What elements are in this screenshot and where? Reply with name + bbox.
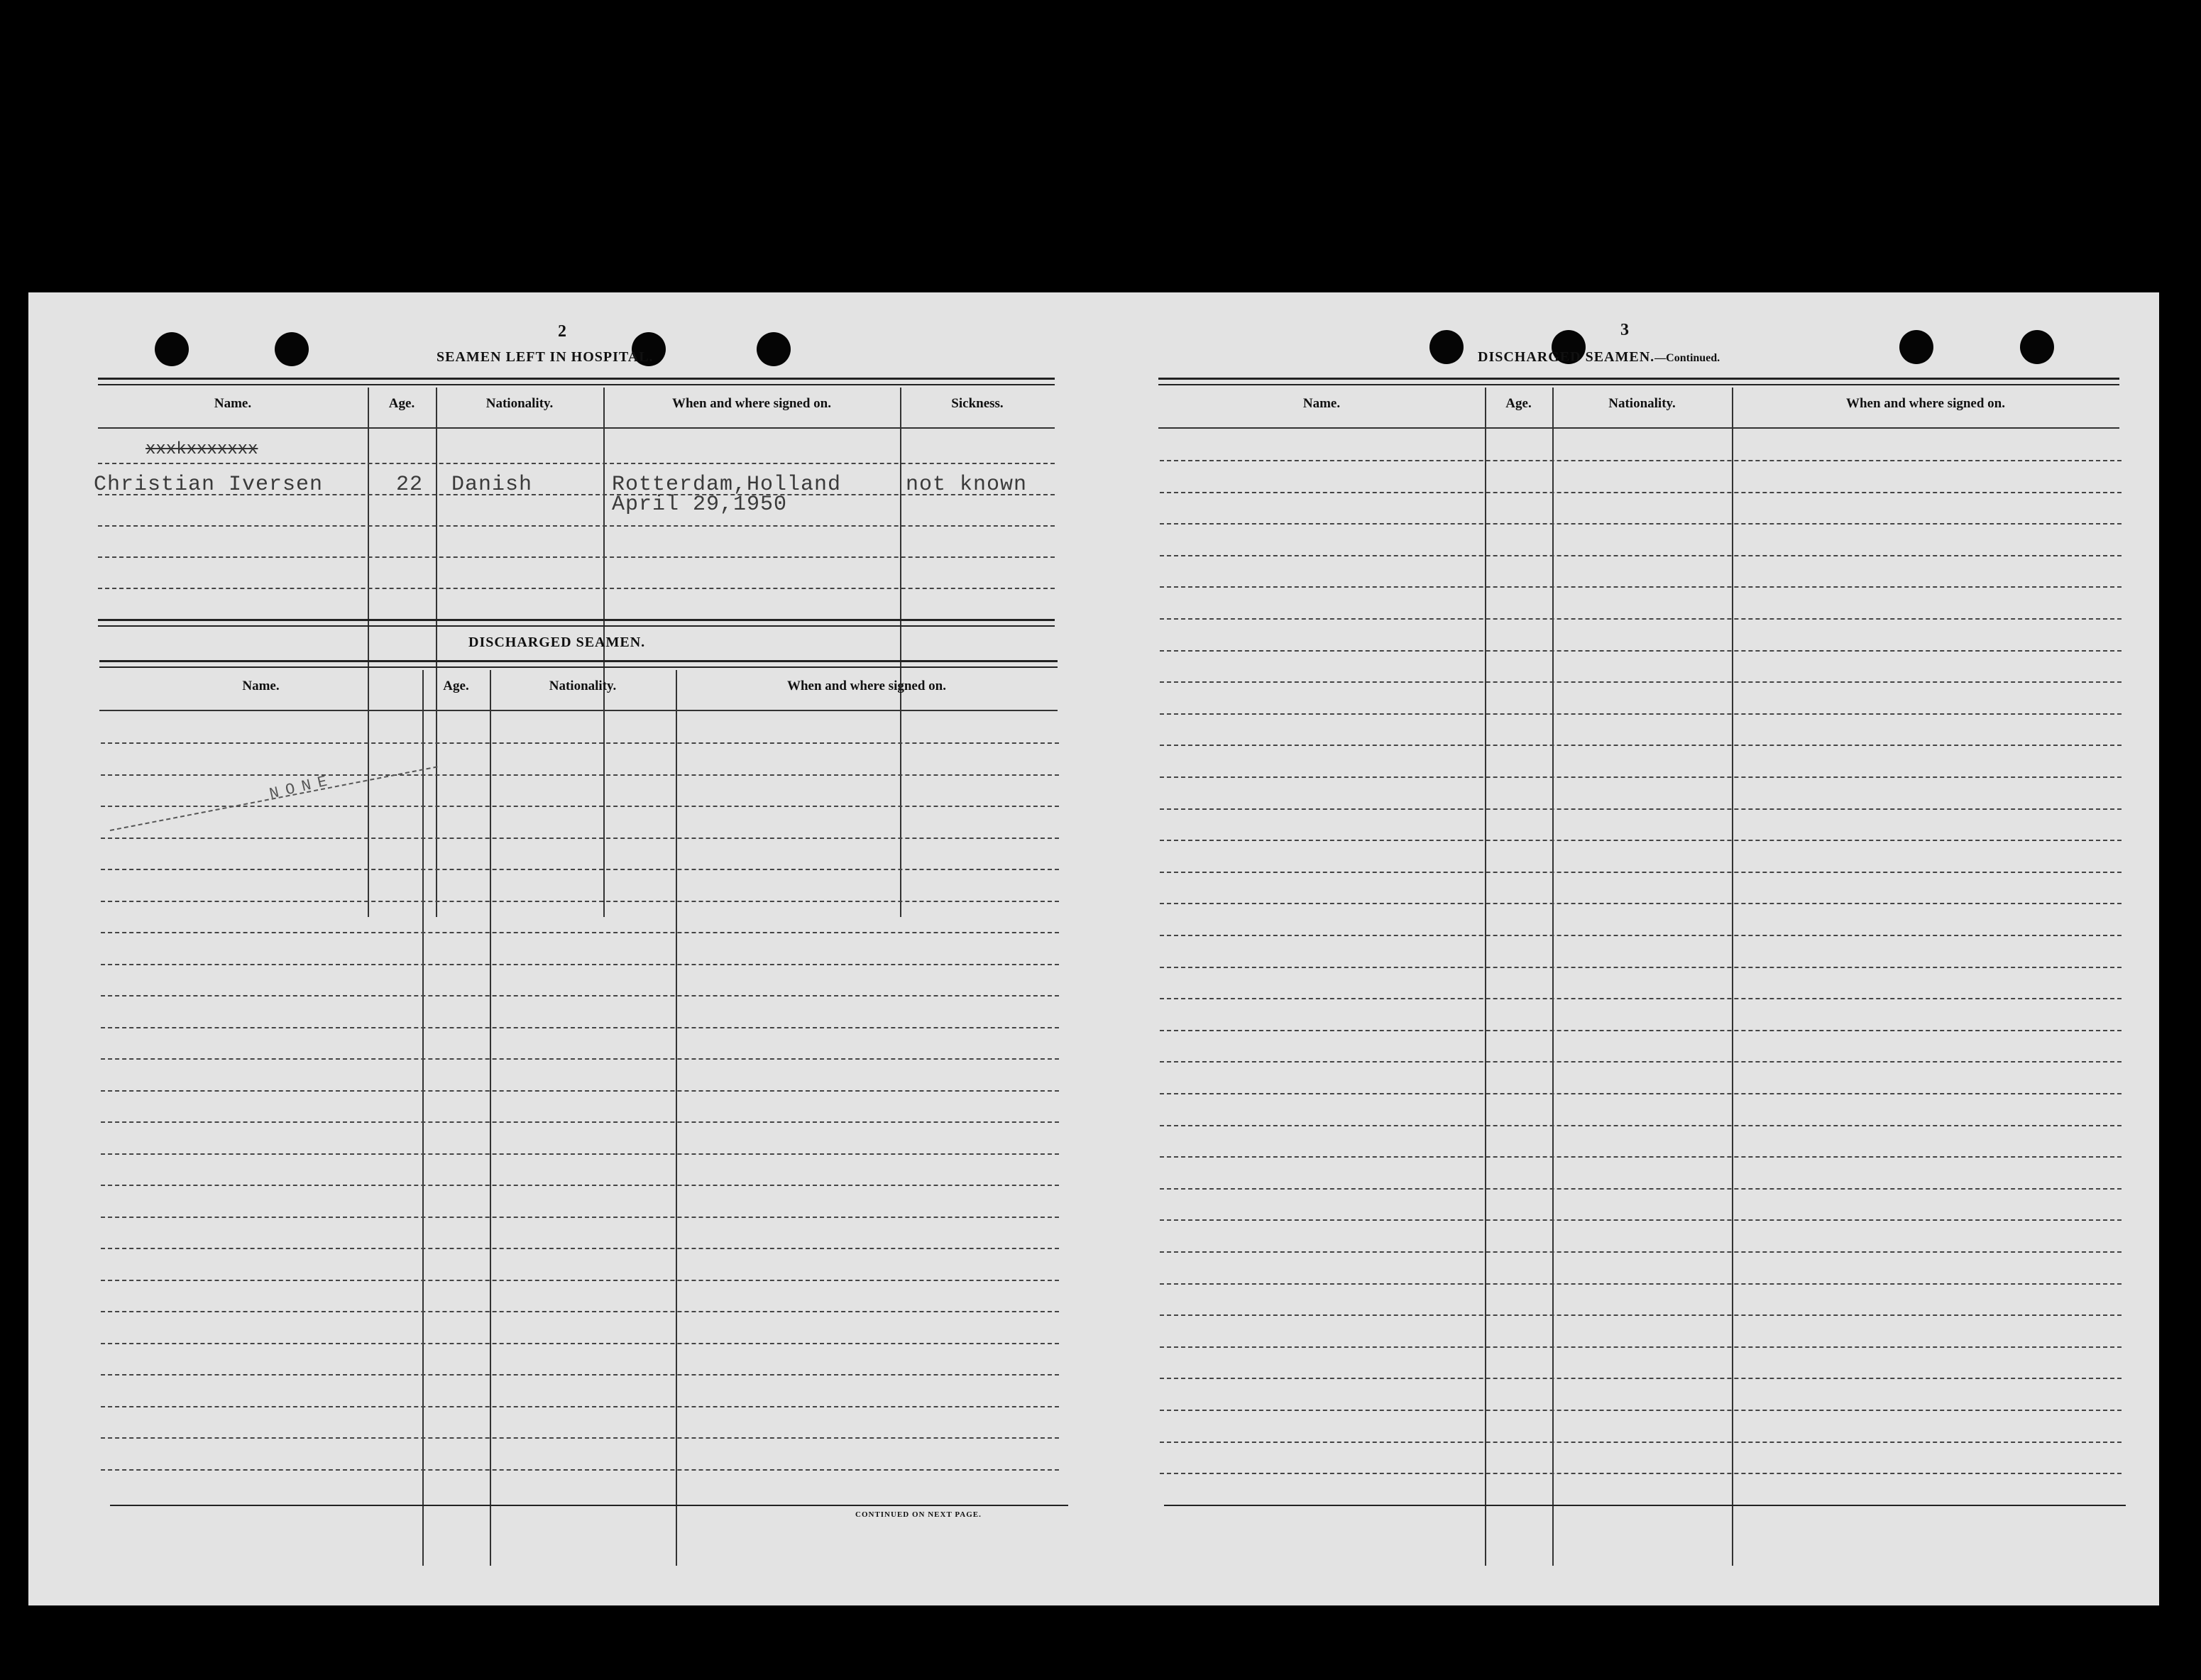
col-header-signed-on: When and where signed on. — [786, 679, 946, 693]
ruled-line — [1160, 555, 2122, 556]
column-divider — [422, 670, 424, 1566]
column-divider — [1485, 388, 1486, 1566]
header-rule — [98, 427, 1055, 429]
ruled-line — [101, 774, 1059, 776]
ruled-line — [101, 1090, 1059, 1092]
col-header-name: Name. — [214, 396, 252, 411]
ruled-line — [1160, 840, 2122, 841]
title-text: DISCHARGED SEAMEN. — [1478, 349, 1655, 365]
punch-hole — [155, 332, 189, 366]
ruled-line — [101, 1437, 1059, 1439]
punch-hole — [2020, 330, 2054, 364]
none-stamp: NONE — [268, 771, 336, 803]
header-rule — [99, 710, 1058, 711]
ruled-line — [101, 1343, 1059, 1344]
column-divider — [1732, 388, 1733, 1566]
ruled-line — [1160, 1442, 2122, 1443]
right-page — [1093, 292, 2159, 1605]
ruled-line — [101, 1027, 1059, 1028]
column-divider — [676, 670, 677, 1566]
ruled-line — [1160, 1093, 2122, 1094]
hospital-section-title: SEAMEN LEFT IN HOSPITAL. — [437, 349, 654, 365]
discharged-double-rule — [99, 660, 1058, 668]
ruled-line — [98, 556, 1055, 558]
seaman-nationality: Danish — [451, 473, 533, 497]
col-header-nationality: Nationality. — [549, 679, 617, 693]
ruled-line — [1160, 1378, 2122, 1379]
ruled-line — [101, 1153, 1059, 1155]
column-divider — [1552, 388, 1554, 1566]
ruled-line — [1160, 1030, 2122, 1031]
punch-hole — [757, 332, 791, 366]
seaman-name: Christian Iversen — [94, 473, 324, 497]
ruled-line — [101, 1248, 1059, 1249]
bottom-rule — [1164, 1505, 2126, 1506]
discharged-continued-title — [1478, 349, 1720, 366]
continued-note: CONTINUED ON NEXT PAGE. — [855, 1510, 982, 1519]
ruled-line — [1160, 1061, 2122, 1063]
ruled-line — [1160, 808, 2122, 810]
ruled-line — [1160, 1283, 2122, 1285]
ruled-line — [1160, 1410, 2122, 1411]
punch-hole — [1429, 330, 1464, 364]
ruled-line — [1160, 967, 2122, 968]
ruled-line — [101, 1058, 1059, 1060]
top-double-rule — [1158, 378, 2119, 385]
ruled-line — [101, 1217, 1059, 1218]
col-header-name: Name. — [242, 679, 280, 693]
ruled-line — [98, 463, 1055, 464]
ruled-line — [101, 1374, 1059, 1376]
bottom-rule — [110, 1505, 1068, 1506]
ruled-line — [1160, 1346, 2122, 1348]
ruled-line — [1160, 1314, 2122, 1316]
col-header-name: Name. — [1302, 396, 1341, 411]
seaman-signed-on-date: April 29,1950 — [612, 493, 788, 517]
ruled-line — [101, 742, 1059, 744]
top-double-rule — [98, 378, 1055, 385]
ruled-line — [1160, 1125, 2122, 1126]
col-header-age: Age. — [388, 396, 415, 411]
ruled-line — [1160, 1473, 2122, 1474]
header-rule — [1158, 427, 2119, 429]
col-header-sickness: Sickness. — [951, 396, 1004, 411]
col-header-nationality: Nationality. — [1608, 396, 1676, 411]
ruled-line — [101, 995, 1059, 997]
left-page — [28, 292, 1093, 1605]
page-number: 3 — [1620, 321, 1629, 339]
ruled-line — [98, 525, 1055, 527]
section-double-rule — [98, 619, 1055, 627]
ruled-line — [101, 806, 1059, 807]
seaman-signed-on-place: Rotterdam,Holland — [612, 473, 842, 497]
punch-hole — [1899, 330, 1933, 364]
seaman-sickness: not known — [906, 473, 1028, 497]
ruled-line — [101, 838, 1059, 839]
struck-entry: xxxkxxxxxxx — [146, 440, 258, 459]
title-suffix: —Continued. — [1654, 352, 1720, 364]
ruled-line — [98, 588, 1055, 589]
page-number: 2 — [558, 322, 566, 341]
ruled-line — [101, 901, 1059, 902]
col-header-age: Age. — [1505, 396, 1532, 411]
ruled-line — [101, 1280, 1059, 1281]
ruled-line — [101, 1406, 1059, 1407]
ruled-line — [1160, 650, 2122, 652]
ruled-line — [1160, 1188, 2122, 1190]
ruled-line — [1160, 618, 2122, 620]
col-header-signed-on: When and where signed on. — [1845, 396, 2005, 411]
ruled-line — [1160, 1219, 2122, 1221]
ruled-line — [1160, 935, 2122, 936]
ruled-line — [101, 1121, 1059, 1123]
ruled-line — [1160, 776, 2122, 778]
ruled-line — [101, 932, 1059, 933]
ruled-line — [1160, 460, 2122, 461]
ruled-line — [101, 869, 1059, 870]
col-header-signed-on: When and where signed on. — [671, 396, 831, 411]
col-header-age: Age. — [443, 679, 469, 693]
ruled-line — [1160, 1251, 2122, 1253]
col-header-nationality: Nationality. — [485, 396, 554, 411]
discharged-section-title: DISCHARGED SEAMEN. — [468, 635, 646, 650]
seaman-age: 22 — [396, 473, 424, 497]
ruled-line — [1160, 998, 2122, 999]
punch-hole — [275, 332, 309, 366]
ruled-line — [1160, 523, 2122, 525]
ruled-line — [1160, 492, 2122, 493]
document-spread — [28, 292, 2159, 1605]
ruled-line — [1160, 903, 2122, 904]
ruled-line — [1160, 1156, 2122, 1158]
ruled-line — [101, 1311, 1059, 1312]
ruled-line — [1160, 872, 2122, 873]
ruled-line — [101, 964, 1059, 965]
ruled-line — [101, 1469, 1059, 1471]
ruled-line — [101, 1185, 1059, 1186]
ruled-line — [1160, 586, 2122, 588]
ruled-line — [1160, 681, 2122, 683]
column-divider — [490, 670, 491, 1566]
ruled-line — [1160, 745, 2122, 746]
ruled-line — [1160, 713, 2122, 715]
